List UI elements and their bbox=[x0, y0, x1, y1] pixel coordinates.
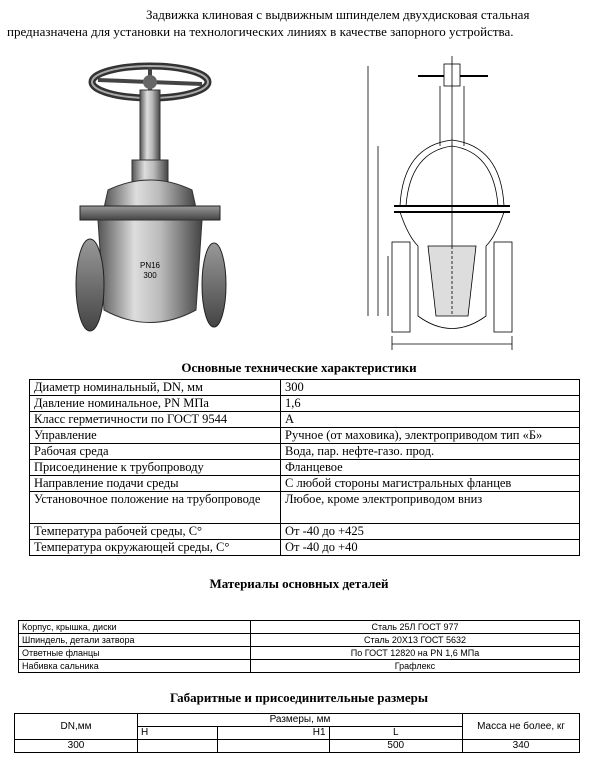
table-row bbox=[30, 460, 580, 476]
material-value: По ГОСТ 12820 на PN 1,6 МПа bbox=[251, 647, 580, 660]
spec-value: Фланцевое bbox=[281, 460, 580, 476]
dims-dn-value: 300 bbox=[15, 740, 138, 753]
intro-line-1: Задвижка клиновая с выдвижным шпинделем двухдисковая стальная bbox=[146, 7, 530, 22]
spec-key: Рабочая среда bbox=[30, 444, 281, 460]
photo-marking-dn: 300 bbox=[143, 271, 157, 280]
dims-header-dn: DN,мм bbox=[15, 714, 138, 740]
table-row bbox=[15, 740, 580, 753]
intro-line-2: предназначена для установки на технологических линиях в качестве запорного устройства. bbox=[7, 24, 514, 39]
table-row bbox=[30, 380, 580, 396]
table-row bbox=[30, 476, 580, 492]
material-key: Набивка сальника bbox=[19, 660, 251, 673]
dims-h1-value bbox=[218, 740, 329, 753]
material-key: Корпус, крышка, диски bbox=[19, 621, 251, 634]
spec-value: 300 bbox=[281, 380, 580, 396]
material-value: Сталь 20Х13 ГОСТ 5632 bbox=[251, 634, 580, 647]
spec-key: Класс герметичности по ГОСТ 9544 bbox=[30, 412, 281, 428]
table-row bbox=[19, 660, 580, 673]
table-row bbox=[30, 540, 580, 556]
table-row bbox=[30, 524, 580, 540]
dims-mass-value: 340 bbox=[463, 740, 580, 753]
spec-value: 1,6 bbox=[281, 396, 580, 412]
table-row bbox=[19, 634, 580, 647]
table-row bbox=[19, 647, 580, 660]
spec-key: Диаметр номинальный, DN, мм bbox=[30, 380, 281, 396]
specs-title: Основные технические характеристики bbox=[181, 360, 417, 375]
dims-header-sizes: Размеры, мм bbox=[138, 714, 463, 727]
spec-key: Направление подачи среды bbox=[30, 476, 281, 492]
photo-marking-pn: PN16 bbox=[139, 261, 161, 270]
dims-title: Габаритные и присоединительные размеры bbox=[169, 690, 429, 705]
spec-value: А bbox=[281, 412, 580, 428]
table-row bbox=[19, 621, 580, 634]
material-value: Сталь 25Л ГОСТ 977 bbox=[251, 621, 580, 634]
dims-header-h: H bbox=[138, 727, 218, 740]
spec-value: От -40 до +40 bbox=[281, 540, 580, 556]
spec-key: Температура рабочей среды, С° bbox=[30, 524, 281, 540]
dims-header-l: L bbox=[329, 727, 462, 740]
material-key: Шпиндель, детали затвора bbox=[19, 634, 251, 647]
spec-key: Температура окружающей среды, С° bbox=[30, 540, 281, 556]
dims-table bbox=[14, 713, 580, 753]
spec-value: От -40 до +425 bbox=[281, 524, 580, 540]
table-row bbox=[30, 492, 580, 524]
dims-header-mass: Масса не более, кг bbox=[463, 714, 580, 740]
spec-value: Вода, пар. нефте-газо. прод. bbox=[281, 444, 580, 460]
valve-photo bbox=[68, 60, 228, 350]
table-row bbox=[30, 412, 580, 428]
valve-section-drawing bbox=[348, 56, 520, 356]
table-row bbox=[30, 444, 580, 460]
dims-header-h1: H1 bbox=[218, 727, 329, 740]
materials-table bbox=[18, 620, 580, 673]
spec-key: Давление номинальное, PN МПа bbox=[30, 396, 281, 412]
table-row bbox=[30, 396, 580, 412]
spec-value: С любой стороны магистральных фланцев bbox=[281, 476, 580, 492]
materials-title: Материалы основных деталей bbox=[209, 576, 389, 591]
dims-h-value bbox=[138, 740, 218, 753]
table-row bbox=[15, 714, 580, 727]
table-row bbox=[30, 428, 580, 444]
spec-key: Присоединение к трубопроводу bbox=[30, 460, 281, 476]
specs-table bbox=[29, 379, 580, 556]
dims-l-value: 500 bbox=[329, 740, 462, 753]
spec-value: Любое, кроме электроприводом вниз bbox=[281, 492, 580, 524]
spec-key: Установочное положение на трубопроводе bbox=[30, 492, 281, 524]
spec-value: Ручное (от маховика), электроприводом тип «Б» bbox=[281, 428, 580, 444]
material-value: Графлекс bbox=[251, 660, 580, 673]
intro-text bbox=[0, 6, 598, 40]
material-key: Ответные фланцы bbox=[19, 647, 251, 660]
spec-key: Управление bbox=[30, 428, 281, 444]
